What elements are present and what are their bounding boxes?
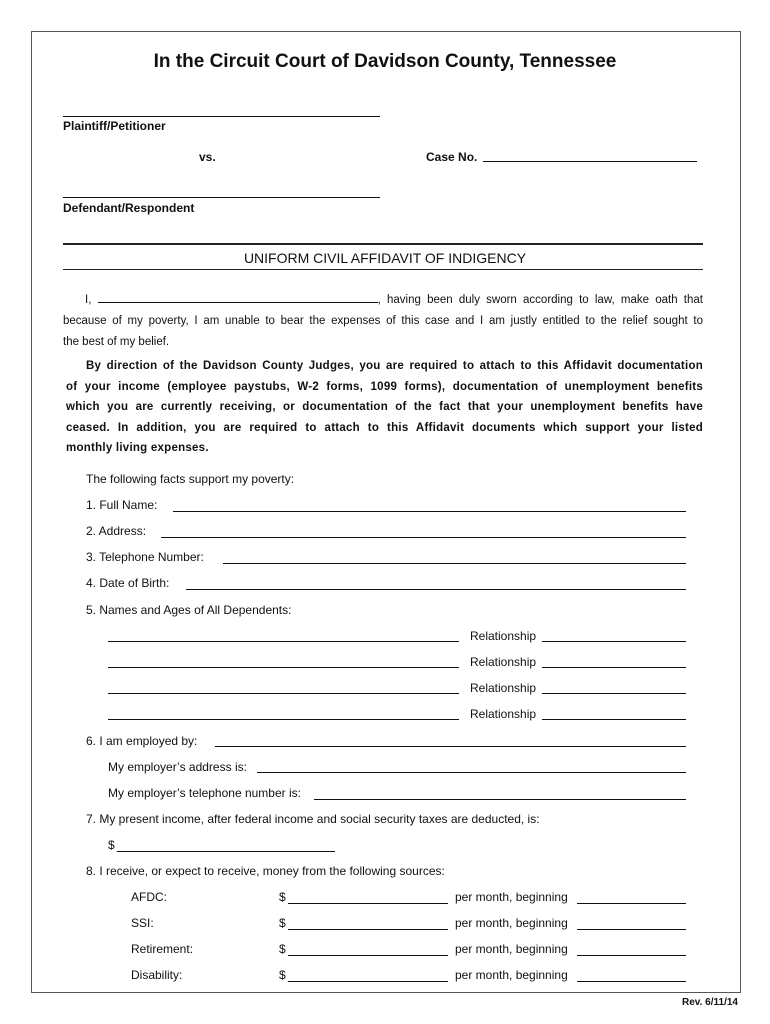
relationship-field[interactable] <box>542 719 686 720</box>
direction-line: By direction of the Davidson County Judges, you are required to attach to this Affidavit documentation <box>86 360 703 372</box>
source-start-field[interactable] <box>577 955 686 956</box>
case-no-label: Case No. <box>426 150 478 164</box>
dependent-name-field[interactable] <box>108 667 459 668</box>
employer-phone-field[interactable] <box>314 799 686 800</box>
source-dollar-sign: $ <box>279 968 286 982</box>
per-month-label: per month, beginning <box>455 890 568 904</box>
top-rule <box>63 243 703 245</box>
source-label: SSI: <box>131 916 154 930</box>
employer-address-field[interactable] <box>257 772 686 773</box>
dob-field[interactable] <box>186 589 686 590</box>
source-dollar-sign: $ <box>279 942 286 956</box>
source-amount-field[interactable] <box>288 929 448 930</box>
oath-line-3: the best of my belief. <box>63 336 170 348</box>
facts-intro: The following facts support my poverty: <box>86 472 295 486</box>
source-label: Retirement: <box>131 942 194 956</box>
direction-paragraph <box>66 356 703 459</box>
plaintiff-label: Plaintiff/Petitioner <box>63 119 166 133</box>
present-income-label: 7. My present income, after federal income and social security taxes are deducted, is: <box>86 812 540 826</box>
relationship-field[interactable] <box>542 693 686 694</box>
vs-label: vs. <box>199 150 216 164</box>
dob-label: 4. Date of Birth: <box>86 576 170 590</box>
relationship-label: Relationship <box>470 629 537 643</box>
income-amount-field[interactable] <box>117 851 335 852</box>
oath-start: I, <box>85 294 92 306</box>
relationship-label: Relationship <box>470 655 537 669</box>
source-label: AFDC: <box>131 890 167 904</box>
address-field[interactable] <box>161 537 686 538</box>
plaintiff-line[interactable] <box>63 116 380 117</box>
source-label: Disability: <box>131 968 183 982</box>
employer-phone-label: My employer’s telephone number is: <box>108 786 301 800</box>
case-no-line[interactable] <box>483 161 697 162</box>
telephone-field[interactable] <box>223 563 686 564</box>
dependent-name-field[interactable] <box>108 693 459 694</box>
relationship-label: Relationship <box>470 681 537 695</box>
full-name-label: 1. Full Name: <box>86 498 158 512</box>
oath-rest: , having been duly sworn according to law, make oath that <box>377 294 703 306</box>
court-title: In the Circuit Court of Davidson County, Tennessee <box>153 51 617 72</box>
affiant-name-line[interactable] <box>98 302 378 303</box>
per-month-label: per month, beginning <box>455 942 568 956</box>
full-name-field[interactable] <box>173 511 686 512</box>
source-dollar-sign: $ <box>279 890 286 904</box>
address-label: 2. Address: <box>86 524 147 538</box>
source-dollar-sign: $ <box>279 916 286 930</box>
relationship-label: Relationship <box>470 707 537 721</box>
employer-field[interactable] <box>215 746 686 747</box>
oath-paragraph <box>63 290 703 353</box>
affidavit-title: UNIFORM CIVIL AFFIDAVIT OF INDIGENCY <box>243 250 527 266</box>
revision-date: Rev. 6/11/14 <box>682 997 738 1008</box>
source-amount-field[interactable] <box>288 903 448 904</box>
dependent-name-field[interactable] <box>108 641 459 642</box>
income-dollar-sign: $ <box>108 838 115 852</box>
relationship-field[interactable] <box>542 667 686 668</box>
bottom-rule <box>63 269 703 270</box>
per-month-label: per month, beginning <box>455 916 568 930</box>
telephone-label: 3. Telephone Number: <box>86 550 204 564</box>
per-month-label: per month, beginning <box>455 968 568 982</box>
dependents-label: 5. Names and Ages of All Dependents: <box>86 603 292 617</box>
source-start-field[interactable] <box>577 903 686 904</box>
sources-label: 8. I receive, or expect to receive, money from the following sources: <box>86 864 445 878</box>
source-start-field[interactable] <box>577 929 686 930</box>
source-amount-field[interactable] <box>288 981 448 982</box>
dependent-name-field[interactable] <box>108 719 459 720</box>
defendant-line[interactable] <box>63 197 380 198</box>
defendant-label: Defendant/Respondent <box>63 201 195 215</box>
direction-line: ceased. In addition, you are required to attach to this Affidavit documents which support your listed <box>66 421 703 434</box>
relationship-field[interactable] <box>542 641 686 642</box>
employed-by-label: 6. I am employed by: <box>86 734 198 748</box>
oath-line-2: because of my poverty, I am unable to bear the expenses of this case and I am justly entitled to the relief sought to <box>63 315 703 327</box>
direction-line: of your income (employee paystubs, W-2 forms, 1099 forms), documentation of unemployment benefits <box>66 380 703 393</box>
direction-line: monthly living expenses. <box>66 442 209 454</box>
source-start-field[interactable] <box>577 981 686 982</box>
direction-line: which you are currently receiving, or documentation of the fact that your unemployment benefits have <box>66 401 703 413</box>
source-amount-field[interactable] <box>288 955 448 956</box>
page-border <box>31 31 741 993</box>
employer-address-label: My employer’s address is: <box>108 760 247 774</box>
